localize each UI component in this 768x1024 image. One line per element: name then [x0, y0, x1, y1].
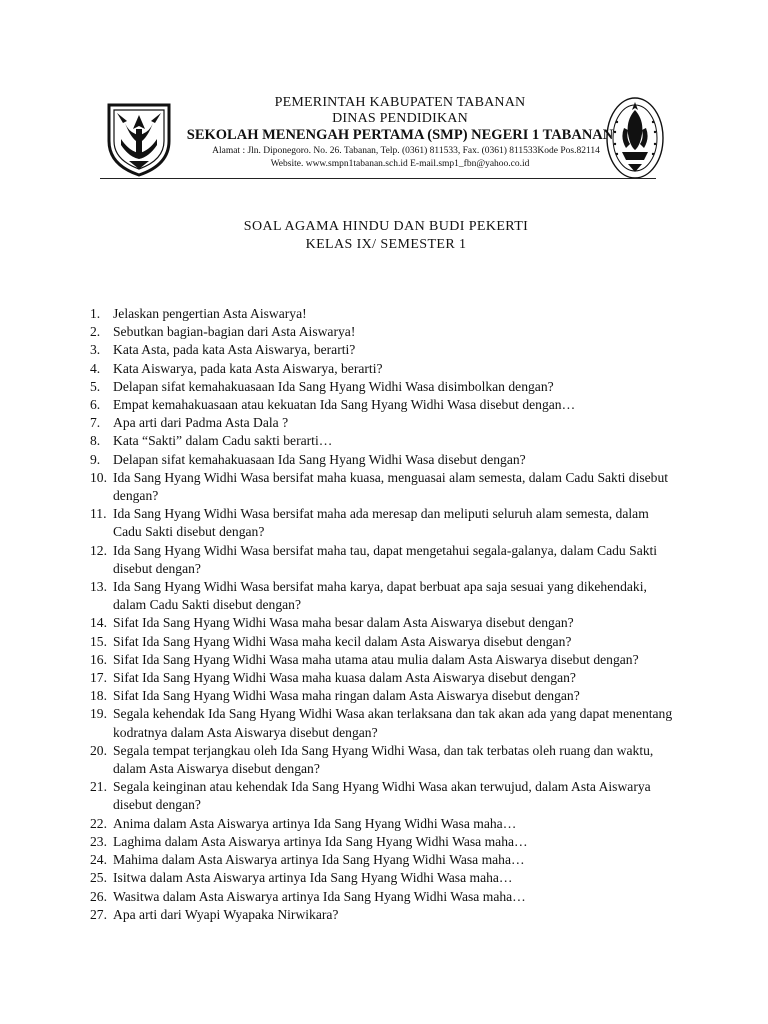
question-text: Segala tempat terjangkau oleh Ida Sang Hyang Widhi Wasa, dan tak terbatas oleh ruang dan waktu, dalam Asta Aiswarya disebut dengan? — [113, 742, 654, 777]
question-number: 12. — [90, 542, 107, 558]
question-item — [90, 414, 680, 432]
question-text: Sifat Ida Sang Hyang Widhi Wasa maha kuasa dalam Asta Aiswarya disebut dengan? — [113, 670, 576, 686]
question-item — [90, 305, 680, 323]
question-text: Apa arti dari Padma Asta Dala ? — [113, 415, 289, 431]
question-text: Sifat Ida Sang Hyang Widhi Wasa maha utama atau mulia dalam Asta Aiswarya disebut dengan? — [113, 651, 639, 667]
question-text: Laghima dalam Asta Aiswarya artinya Ida Sang Hyang Widhi Wasa maha… — [113, 833, 528, 849]
question-item — [90, 778, 680, 814]
question-item — [90, 378, 680, 396]
question-item — [90, 360, 680, 378]
question-text: Sifat Ida Sang Hyang Widhi Wasa maha besar dalam Asta Aiswarya disebut dengan? — [113, 615, 574, 631]
question-number: 19. — [90, 706, 107, 722]
question-item — [90, 323, 680, 341]
government-name: PEMERINTAH KABUPATEN TABANAN — [274, 95, 526, 110]
question-text: Apa arti dari Wyapi Wyapaka Nirwikara? — [113, 906, 339, 922]
question-number: 9. — [90, 451, 101, 467]
question-text: Delapan sifat kemahakuasaan Ida Sang Hyang Widhi Wasa disebut dengan? — [113, 451, 526, 467]
question-text: Kata “Sakti” dalam Cadu sakti berarti… — [113, 433, 333, 449]
school-name: SEKOLAH MENENGAH PERTAMA (SMP) NEGERI 1 TABANAN — [186, 127, 614, 143]
question-item — [90, 505, 680, 541]
exam-subtitle: KELAS IX/ SEMESTER 1 — [305, 237, 467, 252]
question-item — [90, 651, 680, 669]
question-item — [90, 633, 680, 651]
question-number: 23. — [90, 833, 107, 849]
question-number: 20. — [90, 742, 107, 758]
question-list — [90, 305, 680, 924]
question-text: Wasitwa dalam Asta Aiswarya artinya Ida Sang Hyang Widhi Wasa maha… — [113, 888, 526, 904]
question-text: Jelaskan pengertian Asta Aiswarya! — [113, 306, 307, 321]
question-text: Ida Sang Hyang Widhi Wasa bersifat maha karya, dapat berbuat apa saja sesuai yang dikehendaki, dalam Cadu Sakti disebut dengan? — [113, 579, 647, 613]
question-text: Sifat Ida Sang Hyang Widhi Wasa maha ringan dalam Asta Aiswarya disebut dengan? — [113, 688, 580, 704]
question-number: 21. — [90, 779, 107, 795]
question-number: 24. — [90, 852, 107, 868]
question-text: Kata Asta, pada kata Asta Aiswarya, berarti? — [113, 342, 356, 358]
question-item — [90, 815, 680, 833]
question-item — [90, 705, 680, 741]
question-number: 7. — [90, 415, 101, 431]
question-number: 27. — [90, 906, 107, 922]
question-item — [90, 451, 680, 469]
school-contact: Website. www.smpn1tabanan.sch.id E-mail.smp1_fbn@yahoo.co.id — [270, 159, 530, 169]
question-number: 3. — [90, 342, 101, 358]
question-item — [90, 542, 680, 578]
question-text: Isitwa dalam Asta Aiswarya artinya Ida Sang Hyang Widhi Wasa maha… — [113, 870, 513, 886]
question-item — [90, 851, 680, 869]
question-item — [90, 833, 680, 851]
question-text: Sifat Ida Sang Hyang Widhi Wasa maha kecil dalam Asta Aiswarya disebut dengan? — [113, 633, 572, 649]
question-text: Empat kemahakuasaan atau kekuatan Ida Sang Hyang Widhi Wasa disebut dengan… — [113, 397, 576, 413]
question-number: 6. — [90, 397, 101, 413]
letterhead-divider — [100, 178, 656, 179]
question-item — [90, 396, 680, 414]
question-item — [90, 869, 680, 887]
question-number: 2. — [90, 324, 101, 340]
question-item — [90, 669, 680, 687]
question-number: 16. — [90, 651, 107, 667]
question-text: Kata Aiswarya, pada kata Asta Aiswarya, berarti? — [113, 360, 383, 376]
question-item — [90, 341, 680, 359]
question-item — [90, 906, 680, 924]
question-number: 18. — [90, 688, 107, 704]
question-number: 1. — [90, 306, 101, 321]
exam-title: SOAL AGAMA HINDU DAN BUDI PEKERTI — [243, 219, 529, 234]
question-text: Ida Sang Hyang Widhi Wasa bersifat maha tau, dapat mengetahui segala-galanya, dalam Cadu Sakti disebut dengan? — [113, 542, 658, 576]
school-address: Alamat : Jln. Diponegoro. No. 26. Tabanan, Telp. (0361) 811533, Fax. (0361) 811533Kode Pos.82114 — [212, 146, 600, 156]
question-text: Sebutkan bagian-bagian dari Asta Aiswarya! — [113, 324, 356, 340]
question-text: Ida Sang Hyang Widhi Wasa bersifat maha ada meresap dan meliputi seluruh alam semesta, dalam Cadu Sakti disebut dengan? — [113, 506, 649, 540]
question-number: 13. — [90, 579, 107, 595]
question-text: Anima dalam Asta Aiswarya artinya Ida Sang Hyang Widhi Wasa maha… — [113, 815, 517, 831]
question-number: 22. — [90, 815, 107, 831]
question-number: 8. — [90, 433, 101, 449]
question-number: 4. — [90, 360, 101, 376]
question-text: Delapan sifat kemahakuasaan Ida Sang Hyang Widhi Wasa disimbolkan dengan? — [113, 378, 554, 394]
question-text: Segala kehendak Ida Sang Hyang Widhi Wasa akan terlaksana dan tak akan ada yang dapat menentang kodratnya dalam Asta Aiswarya disebut dengan? — [113, 706, 673, 740]
question-item — [90, 578, 680, 614]
letterhead — [0, 0, 768, 185]
question-item — [90, 432, 680, 450]
question-item — [90, 687, 680, 705]
question-number: 25. — [90, 870, 107, 886]
question-number: 17. — [90, 670, 107, 686]
question-number: 26. — [90, 888, 107, 904]
department-name: DINAS PENDIDIKAN — [332, 111, 468, 126]
question-text: Mahima dalam Asta Aiswarya artinya Ida Sang Hyang Widhi Wasa maha… — [113, 852, 525, 868]
question-item — [90, 614, 680, 632]
question-number: 11. — [90, 506, 107, 522]
question-item — [90, 469, 680, 505]
question-number: 10. — [90, 469, 107, 485]
question-number: 5. — [90, 378, 101, 394]
question-text: Ida Sang Hyang Widhi Wasa bersifat maha kuasa, menguasai alam semesta, dalam Cadu Sakti disebut dengan? — [113, 469, 669, 504]
question-item — [90, 888, 680, 906]
question-item — [90, 742, 680, 778]
question-text: Segala keinginan atau kehendak Ida Sang Hyang Widhi Wasa akan terwujud, dalam Asta Aiswarya disebut dengan? — [113, 779, 651, 813]
question-number: 15. — [90, 633, 107, 649]
question-number: 14. — [90, 615, 107, 631]
